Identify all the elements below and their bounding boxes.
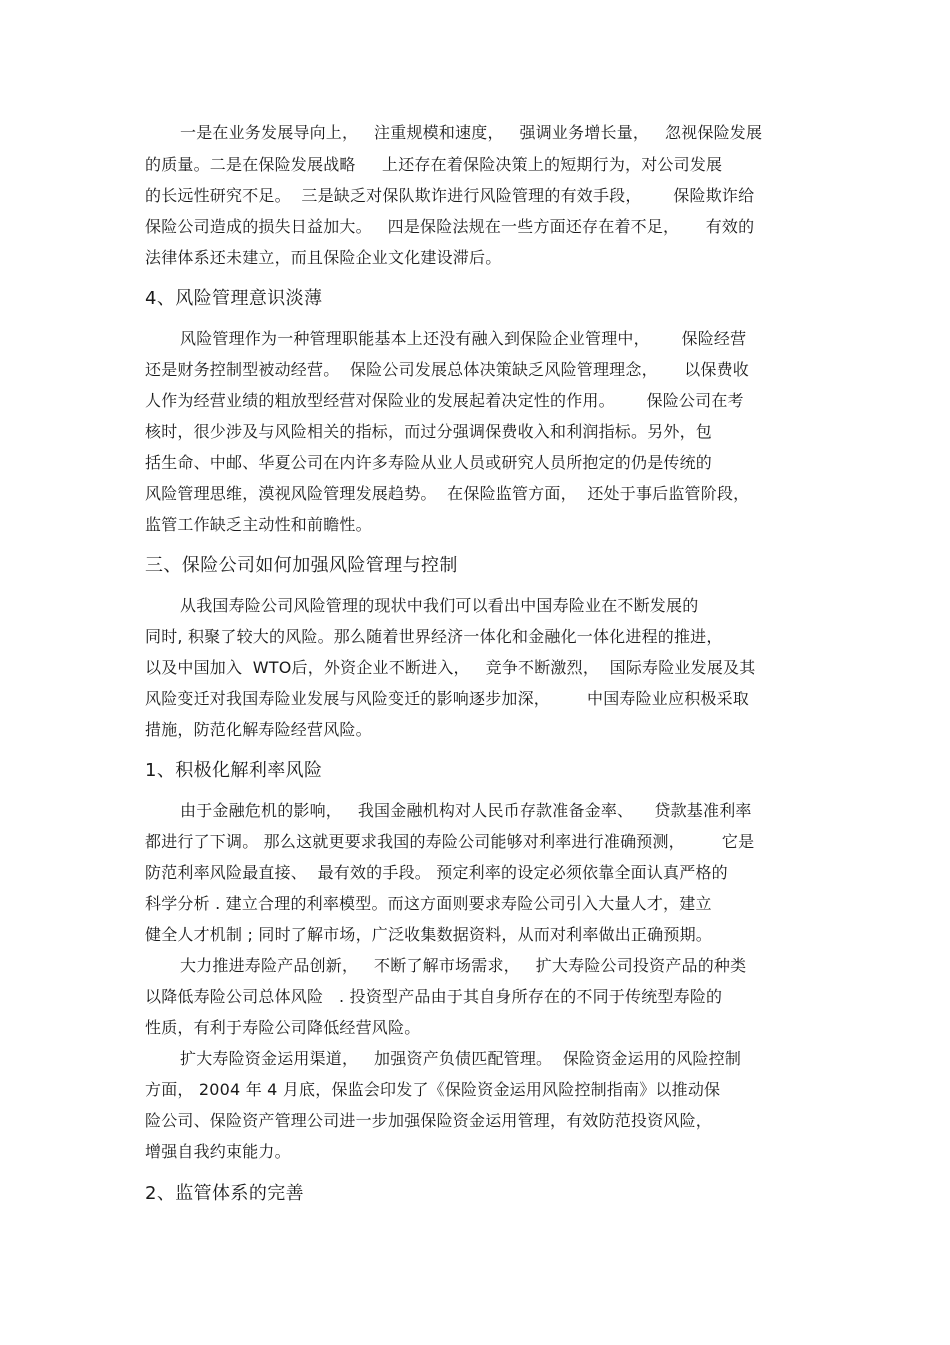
paragraph-4-line-1: 由于金融危机的影响， 我国金融机构对人民币存款准备金率、 贷款基准利率 [180, 801, 752, 820]
paragraph-6-line-1: 扩大寿险资金运用渠道， 加强资产负债匹配管理。 保险资金运用的风险控制 [180, 1049, 742, 1068]
paragraph-4-line-4: 科学分析 . 建立合理的利率模型。而这方面则要求寿险公司引入大量人才，建立 [145, 894, 712, 913]
paragraph-5-line-2: 以降低寿险公司总体风险 . 投资型产品由于其自身所存在的不同于传统型寿险的 [145, 987, 723, 1006]
paragraph-1-line-4: 保险公司造成的损失日益加大。 四是保险法规在一些方面还存在着不足， 有效的 [145, 217, 755, 236]
paragraph-4-line-5: 健全人才机制 ; 同时了解市场，广泛收集数据资料，从而对利率做出正确预期。 [145, 925, 712, 944]
paragraph-4-line-2: 都进行了下调。 那么这就更要求我国的寿险公司能够对利率进行准确预测， 它是 [145, 832, 755, 851]
paragraph-2-line-6: 风险管理思维，漠视风险管理发展趋势。 在保险监管方面， 还处于事后监管阶段， [145, 484, 750, 503]
paragraph-2-line-1: 风险管理作为一种管理职能基本上还没有融入到保险企业管理中， 保险经营 [180, 329, 747, 348]
paragraph-1-line-2: 的质量。二是在保险发展战略 上还存在着保险决策上的短期行为，对公司发展 [145, 155, 723, 174]
section-heading-supervision-system: 2、监管体系的完善 [145, 1183, 305, 1204]
paragraph-1-line-3: 的长远性研究不足。 三是缺乏对保队欺诈进行风险管理的有效手段， 保险欺诈给 [145, 186, 755, 205]
paragraph-3-line-2: 同时, 积聚了较大的风险。那么随着世界经济一体化和金融化一体化进程的推进， [145, 627, 723, 646]
paragraph-3-line-1: 从我国寿险公司风险管理的现状中我们可以看出中国寿险业在不断发展的 [180, 596, 699, 615]
paragraph-1-line-1: 一是在业务发展导向上， 注重规模和速度， 强调业务增长量， 忽视保险发展 [180, 123, 763, 142]
paragraph-6-line-2: 方面， 2004 年 4 月底，保监会印发了《保险资金运用风险控制指南》以推动保 [145, 1080, 721, 1099]
paragraph-6-line-3: 险公司、保险资产管理公司进一步加强保险资金运用管理，有效防范投资风险， [145, 1111, 713, 1130]
paragraph-2-line-4: 核时，很少涉及与风险相关的指标，而过分强调保费收入和利润指标。另外，包 [145, 422, 713, 441]
paragraph-3-line-4: 风险变迁对我国寿险业发展与风险变迁的影响逐步加深， 中国寿险业应积极采取 [145, 689, 750, 708]
paragraph-1-line-5: 法律体系还未建立，而且保险企业文化建设滞后。 [145, 248, 502, 267]
paragraph-3-line-3: 以及中国加入 WTO后，外资企业不断进入， 竞争不断激烈， 国际寿险业发展及其 [145, 658, 756, 677]
paragraph-2-line-7: 监管工作缺乏主动性和前瞻性。 [145, 515, 372, 534]
paragraph-6-line-4: 增强自我约束能力。 [145, 1142, 291, 1161]
paragraph-2-line-3: 人作为经营业绩的粗放型经营对保险业的发展起着决定性的作用。 保险公司在考 [145, 391, 744, 410]
paragraph-2-line-5: 括生命、中邮、华夏公司在内许多寿险从业人员或研究人员所抱定的仍是传统的 [145, 453, 713, 472]
paragraph-3-line-5: 措施，防范化解寿险经营风险。 [145, 720, 372, 739]
paragraph-2-line-2: 还是财务控制型被动经营。 保险公司发展总体决策缺乏风险管理理念， 以保费收 [145, 360, 750, 379]
paragraph-5-line-3: 性质，有利于寿险公司降低经营风险。 [145, 1018, 421, 1037]
section-heading-strengthen-risk-management: 三、保险公司如何加强风险管理与控制 [145, 555, 458, 576]
paragraph-5-line-1: 大力推进寿险产品创新， 不断了解市场需求， 扩大寿险公司投资产品的种类 [180, 956, 747, 975]
section-heading-interest-rate-risk: 1、积极化解利率风险 [145, 760, 323, 781]
paragraph-4-line-3: 防范利率风险最直接、 最有效的手段。 预定利率的设定必须依靠全面认真严格的 [145, 863, 728, 882]
section-heading-risk-awareness: 4、风险管理意识淡薄 [145, 288, 323, 309]
